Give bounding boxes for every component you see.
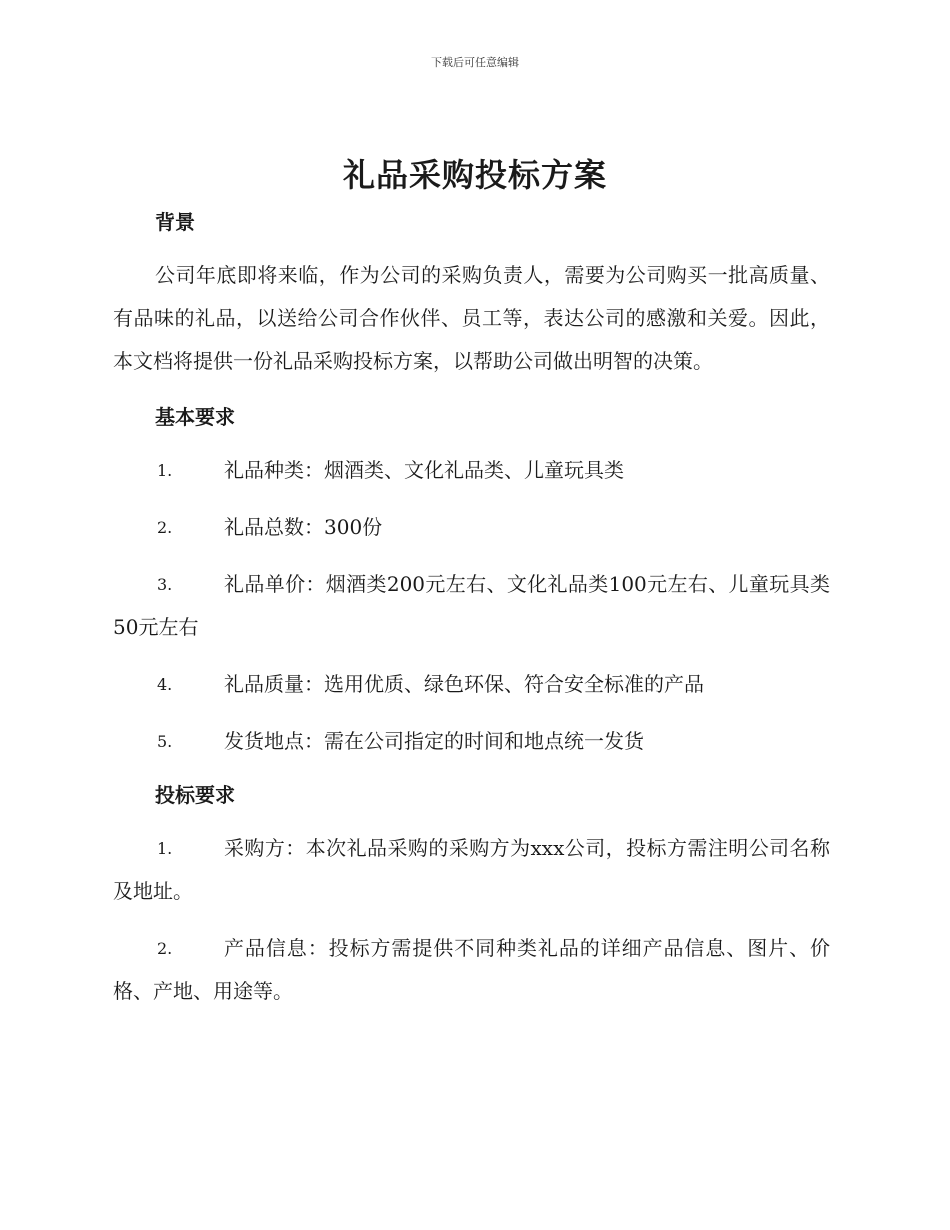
list-item bbox=[113, 720, 830, 763]
list-item bbox=[113, 449, 830, 492]
list-item-number: 2. bbox=[157, 518, 173, 537]
list-item-number: 3. bbox=[157, 575, 173, 594]
list-item-text: 礼品种类：烟酒类、文化礼品类、儿童玩具类 bbox=[224, 458, 624, 482]
list-item bbox=[113, 506, 830, 549]
list-item-number: 2. bbox=[157, 939, 173, 958]
list-item-number: 1. bbox=[157, 461, 173, 480]
background-paragraph: 公司年底即将来临，作为公司的采购负责人，需要为公司购买一批高质量、有品味的礼品，以送给公司合作伙伴、员工等，表达公司的感激和关爱。因此，本文档将提供一份礼品采购投标方案，以帮助公司做出明智的决策。 bbox=[113, 263, 830, 373]
list-item-number: 5. bbox=[157, 732, 173, 751]
list-item bbox=[113, 663, 830, 706]
list-item-text: 产品信息：投标方需提供不同种类礼品的详细产品信息、图片、价格、产地、用途等。 bbox=[113, 936, 830, 1003]
list-item bbox=[113, 563, 830, 649]
document-body bbox=[113, 204, 830, 1013]
section-heading-basic-requirements: 基本要求 bbox=[155, 405, 235, 429]
section-heading-background: 背景 bbox=[155, 210, 195, 234]
list-item-text: 礼品总数：300份 bbox=[224, 515, 383, 539]
list-item-text: 礼品质量：选用优质、绿色环保、符合安全标准的产品 bbox=[224, 672, 704, 696]
list-item bbox=[113, 927, 830, 1013]
list-item-number: 4. bbox=[157, 675, 173, 694]
list-item-text: 采购方：本次礼品采购的采购方为xxx公司，投标方需注明公司名称及地址。 bbox=[113, 836, 830, 903]
document-title: 礼品采购投标方案 bbox=[342, 156, 607, 194]
header-note: 下载后可任意编辑 bbox=[431, 56, 519, 69]
list-item-text: 礼品单价：烟酒类200元左右、文化礼品类100元左右、儿童玩具类50元左右 bbox=[113, 572, 830, 639]
section-heading-bidding-requirements: 投标要求 bbox=[155, 783, 235, 807]
list-item-text: 发货地点：需在公司指定的时间和地点统一发货 bbox=[224, 729, 644, 753]
list-item bbox=[113, 827, 830, 913]
list-item-number: 1. bbox=[157, 839, 173, 858]
